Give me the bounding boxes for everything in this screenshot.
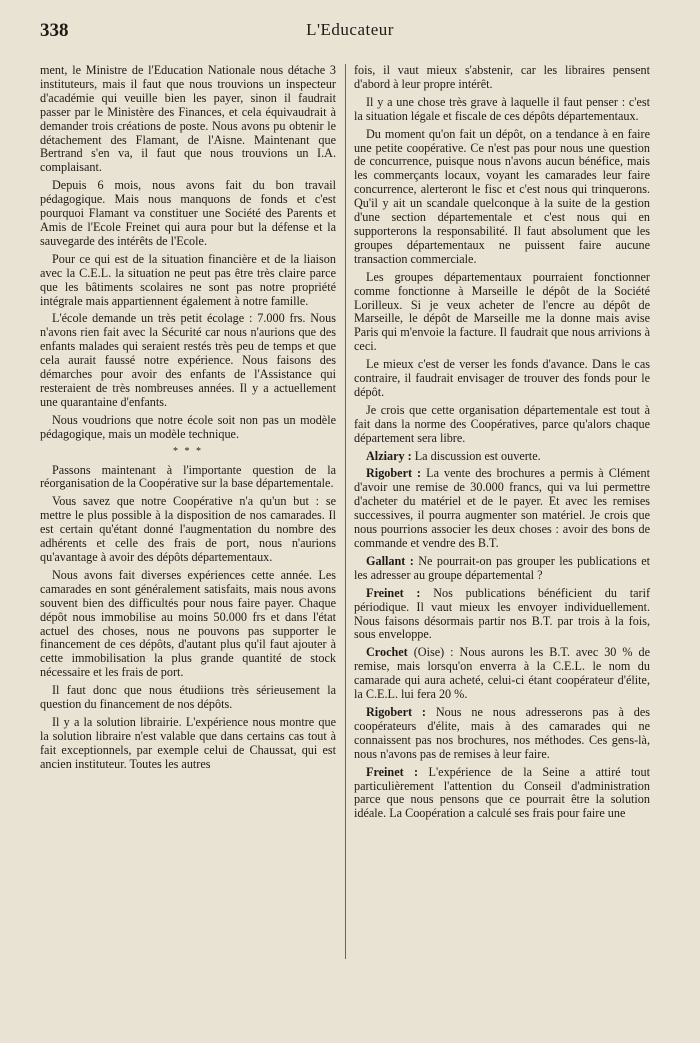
page-header xyxy=(40,20,660,48)
speaker-paragraph xyxy=(354,587,650,643)
body-paragraph: L'école demande un très petit écolage : 7.000 frs. Nous n'avons rien fait avec la Sécurité car nous n'aurions que des enfants malades qui seraient restés très peu de temps et que cela aurait faussé notre expérience. Nous faisons des démarches pour avoir des enfants de l'Assistance qui resteraient de très nombreuses années. Il y a actuellement une quarantaine d'enfants. xyxy=(40,311,336,409)
body-paragraph: Il y a la solution librairie. L'expérience nous montre que la solution libraire n'est valable que dans certains cas tout à fait exceptionnels, par exemple celui de Chaussat, qui est ancien instituteur. Toutes les autres xyxy=(40,714,336,771)
body-paragraph: Du moment qu'on fait un dépôt, on a tendance à en faire une petite coopérative. Ce n'est pas pour nous une question de concurrence, puisque nous n'avons aucun bénéfice, mais les commerçants locaux, voyant les camarades leur faire concurrence, alerteront le fisc et c'est nous qui trinquerons. Qu'il y ait un scandale quelconque à la suite de la gestion d'une section départementale et c'est nous qui en supporterons la responsabilité. Il faut absolument que les groupes départementaux ne puissent faire aucune transaction commerciale. xyxy=(354,126,650,266)
speech-text: La discussion est ouverte. xyxy=(414,448,541,463)
speaker-paragraph xyxy=(354,450,650,464)
speech-text: La vente des brochures a permis à Clément d'avoir une remise de 30.000 francs, qui va lui permettre d'acheter du matériel et de le payer. Et avec les remises successives, il pourra augmenter son matériel. Je crois que nous pourrions associer les deux choses : avoir des bons de commande et vendre des B.T. xyxy=(354,466,651,550)
speaker-name: Freinet : xyxy=(366,585,421,600)
speaker-paragraph xyxy=(354,706,650,762)
body-paragraph: Nous avons fait diverses expériences cette année. Les camarades en sont généralement satisfaits, mais nous avons souvent bien des difficultés pour nous faire payer. Chaque dépôt nous immobilise au moins 50.000 frs et dans l'état actuel des choses, nous ne pouvons pas supporter le financement de ces dépôts, d'autant plus qu'il faut ajouter à cette immobilisation la plus grande quantité de stock nécessaire et les frais de port. xyxy=(40,567,336,680)
speaker-name: Gallant : xyxy=(366,553,414,568)
speaker-paragraph xyxy=(354,467,650,550)
body-paragraph: Vous savez que notre Coopérative n'a qu'un but : se mettre le plus possible à la disposition de nos camarades. Il est certain qu'étant donné l'augmentation du nombre des adhérents et celle des frais de port, nous n'aurions qu'avantage à avoir des dépôts départementaux. xyxy=(40,494,336,564)
section-separator: * * * xyxy=(173,445,203,457)
body-paragraph: Depuis 6 mois, nous avons fait du bon travail pédagogique. Mais nous manquons de fonds et c'est pourquoi Flamant va constituer une Société des Parents et Amis de l'Ecole Freinet qui aura pour but la défense et la sauvegarde des intérêts de l'Ecole. xyxy=(40,178,336,248)
speaker-name: Rigobert : xyxy=(366,704,426,719)
speech-text: Nous ne nous adresserons pas à des coopérateurs d'élite, mais à des camarades qui ne connaissent pas nos brochures, nos méthodes. Ces gens-là, nous n'avons pas de remises à leur faire. xyxy=(354,704,650,761)
body-paragraph: Il faut donc que nous étudiions très sérieusement la question du financement de nos dépôts. xyxy=(40,683,336,712)
page-number: 338 xyxy=(40,20,69,41)
speaker-name: Crochet xyxy=(366,645,408,660)
right-column xyxy=(354,64,650,825)
running-title: L'Educateur xyxy=(306,20,394,39)
left-column xyxy=(40,64,336,776)
body-paragraph: Les groupes départementaux pourraient fonctionner comme fonctionne à Marseille le dépôt de la Société Lorilleux. Si je veux acheter de l'encre au dépôt de Marseille, le dépôt de Marseille me la donne mais avise Paris qui m'envoie la facture. Il faudrait que nous arrivions à ceci. xyxy=(354,269,650,354)
column-divider xyxy=(345,64,346,959)
speech-text: Ne pourrait-on pas grouper les publications et les adresser au groupe départemental ? xyxy=(354,553,650,582)
speech-text: L'expérience de la Seine a attiré tout particulièrement l'attention du Conseil d'administration parce que nous pensons que ce pourrait être la solution idéale. La Coopération a calculé ses frais pour faire une xyxy=(354,764,651,821)
body-paragraph: Le mieux c'est de verser les fonds d'avance. Dans le cas contraire, il faudrait envisager de trouver des fonds pour le dépôt. xyxy=(354,357,650,399)
body-paragraph: Il y a une chose très grave à laquelle il faut penser : c'est la situation légale et fiscale de ces dépôts départementaux. xyxy=(354,94,650,123)
body-paragraph: Nous voudrions que notre école soit non pas un modèle pédagogique, mais un modèle technique. xyxy=(40,412,336,441)
speaker-name: Rigobert : xyxy=(366,466,422,481)
body-paragraph: Je crois que cette organisation départementale est tout à fait dans la norme des Coopératives, parce qu'alors chaque département sera libre. xyxy=(354,402,650,445)
speaker-paragraph xyxy=(354,646,650,702)
speaker-paragraph xyxy=(354,766,650,822)
body-paragraph: fois, il vaut mieux s'abstenir, car les libraires pensent d'abord à leur propre intérêt. xyxy=(354,63,650,91)
speech-text: (Oise) : Nous aurons les B.T. avec 30 % de remise, mais lorsqu'on enverra à la C.E.L. le nom du camarade qui aura acheté, celui-ci étant coopérateur d'élite, la C.E.L. lui fera 20 %. xyxy=(354,645,650,702)
body-paragraph: Pour ce qui est de la situation financière et de la liaison avec la C.E.L. la situation ne peut pas être très claire parce que les bâtiments scolaires ne sont pas notre propriété intégrale mais appartiennent également à notre famille. xyxy=(40,251,336,308)
body-paragraph: Passons maintenant à l'importante question de la réorganisation de la Coopérative sur la base départementale. xyxy=(40,462,336,491)
body-paragraph: ment, le Ministre de l'Education Nationale nous détache 3 instituteurs, mais il faut que nous trouvions un inspecteur d'académie qui veuille bien les payer, sinon il faudrait passer par le Ministère des Finances, et cela équivaudrait à demander trois créations de poste. Nous avons pu obtenir le détachement des Flamant, de l'Aisne. Maintenant que Bertrand s'en va, il faut que nous trouvions un I.A. complaisant. xyxy=(40,63,336,175)
speaker-name: Freinet : xyxy=(366,764,419,779)
speaker-name: Alziary : xyxy=(366,448,412,463)
speaker-paragraph xyxy=(354,555,650,583)
speech-text: Nos publications bénéficient du tarif périodique. Il vaut mieux les envoyer individuellement. Nous faisons désormais partir nos B.T. par trois à la fois, sous enveloppe. xyxy=(354,585,651,642)
